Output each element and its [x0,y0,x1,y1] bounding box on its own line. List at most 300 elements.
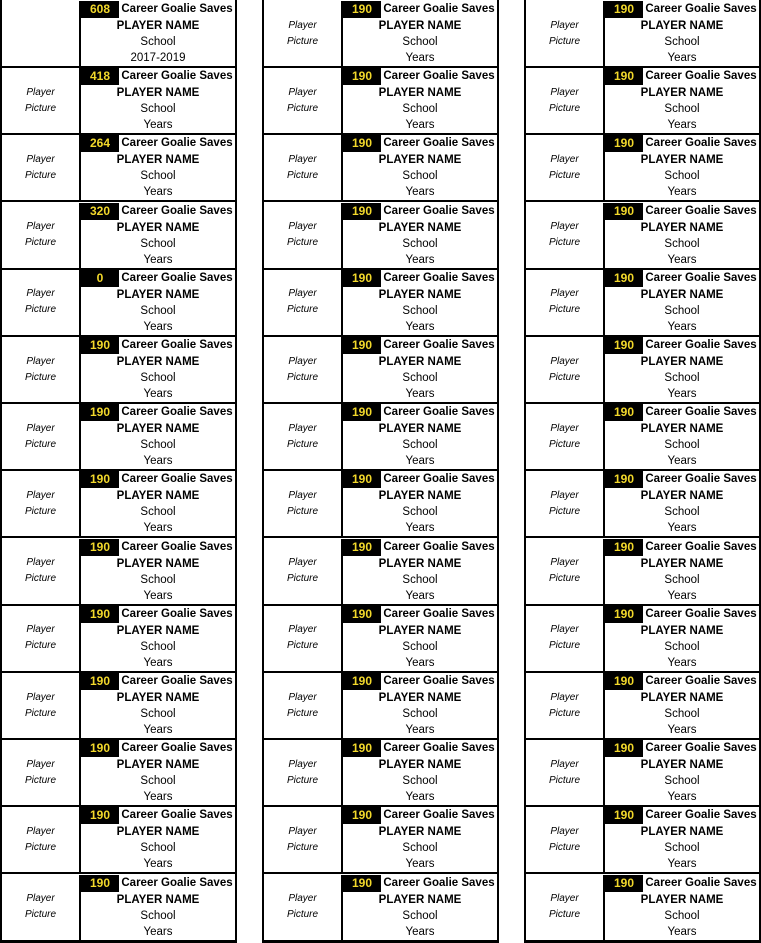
picture-label-line2: Picture [548,573,581,585]
player-info [605,740,759,805]
player-name: PLAYER NAME [640,20,724,32]
player-years: Years [143,858,173,871]
stat-row [605,740,759,757]
stat-row [605,539,759,556]
stat-row [81,740,235,757]
picture-label-line2: Picture [286,237,319,249]
player-info [605,337,759,402]
player-school: School [402,640,438,653]
picture-label-line2: Picture [24,102,57,114]
stat-row [605,606,759,623]
stat-value: 190 [81,875,119,892]
player-name: PLAYER NAME [378,692,462,704]
player-info [81,875,235,940]
player-school: School [664,170,700,183]
stat-row [343,471,497,488]
player-school: School [140,36,176,48]
player-name: PLAYER NAME [116,759,200,772]
picture-label-line1: Player [550,221,579,233]
picture-label-line1: Player [26,221,55,233]
player-info [81,270,235,335]
player-card [264,68,497,135]
stat-value: 190 [605,68,643,85]
player-school: School [140,573,176,586]
player-school: School [664,506,700,519]
picture-label-line2: Picture [24,505,57,517]
player-school: School [664,36,700,48]
player-name: PLAYER NAME [378,759,462,772]
stat-value: 190 [81,807,119,824]
player-card [526,539,759,606]
player-info [343,135,497,200]
picture-label-line1: Player [288,19,317,31]
player-name: PLAYER NAME [378,356,462,368]
player-picture-placeholder [526,135,605,200]
stat-value: 190 [605,1,643,18]
stat-value: 190 [605,606,643,623]
stat-label: Career Goalie Saves [645,204,757,217]
stat-row [81,875,235,892]
stat-value: 190 [343,203,381,220]
player-school: School [402,506,438,519]
player-school: School [402,304,438,317]
player-info [343,270,497,335]
player-picture-placeholder [526,539,605,604]
picture-label-line2: Picture [548,102,581,114]
stat-row [81,539,235,556]
stat-row [81,807,235,824]
player-name: PLAYER NAME [640,221,724,234]
stat-label: Career Goalie Saves [383,406,495,419]
stat-label: Career Goalie Saves [645,809,757,822]
player-years: Years [405,52,435,64]
player-name: PLAYER NAME [640,893,724,906]
player-years: Years [667,388,697,400]
stat-label: Career Goalie Saves [645,742,757,755]
player-name: PLAYER NAME [378,288,462,301]
player-info [343,1,497,66]
player-years: Years [143,253,173,266]
player-name: PLAYER NAME [116,624,200,637]
stat-label: Career Goalie Saves [121,271,233,284]
player-card [264,203,497,270]
stat-label: Career Goalie Saves [121,742,233,755]
player-card [264,807,497,874]
player-school: School [140,909,176,922]
picture-label-line2: Picture [286,35,319,47]
player-name: PLAYER NAME [116,826,200,839]
player-school: School [140,170,176,183]
player-picture-placeholder [526,1,605,66]
player-name: PLAYER NAME [378,423,462,436]
player-years: Years [667,589,697,602]
picture-label-line1: Player [550,422,579,434]
player-school: School [664,909,700,922]
stat-label: Career Goalie Saves [383,339,495,351]
player-school: School [664,842,700,855]
stat-value: 418 [81,68,119,85]
player-years: Years [667,119,697,132]
player-card [264,337,497,404]
stat-value: 190 [81,471,119,488]
stat-row [343,135,497,152]
player-years: Years [667,858,697,871]
stat-value: 190 [605,539,643,556]
picture-label-line1: Player [550,557,579,569]
player-name: PLAYER NAME [640,87,724,100]
player-years: Years [405,388,435,400]
stat-value: 190 [343,875,381,892]
player-school: School [140,506,176,519]
player-picture-placeholder [264,337,343,402]
picture-label-line2: Picture [24,237,57,249]
picture-label-line1: Player [26,489,55,501]
stat-value: 190 [343,606,381,623]
player-name: PLAYER NAME [640,154,724,167]
player-info [605,539,759,604]
player-years: Years [143,119,173,132]
picture-label-line2: Picture [24,707,57,719]
picture-label-line1: Player [26,422,55,434]
picture-label-line2: Picture [24,774,57,786]
stat-label: Career Goalie Saves [383,204,495,217]
stat-value: 264 [81,135,119,152]
player-picture-placeholder [2,337,81,402]
stat-row [605,270,759,287]
stat-row [605,1,759,18]
player-card [526,135,759,202]
stat-row [81,337,235,354]
picture-label-line2: Picture [548,304,581,316]
player-years: Years [143,589,173,602]
player-school: School [402,909,438,922]
player-picture-placeholder [264,270,343,335]
stat-value: 320 [81,203,119,220]
picture-label-line2: Picture [548,909,581,921]
picture-label-line2: Picture [24,640,57,652]
stat-value: 190 [81,404,119,421]
player-years: Years [405,724,435,736]
player-info [81,740,235,805]
stat-value: 190 [343,539,381,556]
picture-label-line2: Picture [548,707,581,719]
stat-value: 608 [81,1,119,18]
player-card [2,337,235,404]
player-info [81,1,235,66]
stat-value: 190 [605,404,643,421]
picture-label-line1: Player [550,825,579,837]
player-picture-placeholder [526,471,605,536]
player-school: School [664,708,700,720]
card-column-1 [0,0,237,943]
player-years: Years [143,791,173,804]
picture-label-line2: Picture [24,304,57,316]
player-years: Years [405,119,435,132]
stat-row [605,337,759,354]
stat-label: Career Goalie Saves [121,70,233,83]
player-picture-placeholder [2,807,81,872]
picture-label-line1: Player [550,893,579,905]
stat-label: Career Goalie Saves [121,809,233,822]
player-info [605,404,759,469]
player-school: School [664,640,700,653]
stat-label: Career Goalie Saves [121,137,233,150]
player-card [2,1,235,68]
player-years: 2017-2019 [130,52,186,64]
player-info [81,539,235,604]
player-card [264,471,497,538]
card-column-2 [262,0,499,943]
player-school: School [664,775,700,788]
stat-value: 190 [81,606,119,623]
picture-label-line1: Player [550,288,579,300]
stat-label: Career Goalie Saves [645,876,757,889]
player-years: Years [143,724,173,736]
player-picture-placeholder [264,875,343,940]
player-school: School [140,304,176,317]
stat-label: Career Goalie Saves [121,406,233,419]
player-name: PLAYER NAME [640,490,724,503]
player-info [343,807,497,872]
player-card [526,270,759,337]
player-info [343,68,497,133]
player-info [343,404,497,469]
player-years: Years [143,656,173,669]
card-column-3 [524,0,761,943]
player-picture-placeholder [264,807,343,872]
picture-label-line2: Picture [286,774,319,786]
picture-label-line1: Player [550,624,579,636]
picture-label-line1: Player [26,355,55,367]
player-picture-placeholder [526,337,605,402]
player-school: School [402,573,438,586]
player-picture-placeholder [264,606,343,671]
stat-label: Career Goalie Saves [383,70,495,83]
player-info [81,807,235,872]
stat-value: 190 [605,471,643,488]
picture-label-line2: Picture [548,371,581,383]
picture-label-line2: Picture [24,573,57,585]
player-info [605,471,759,536]
player-years: Years [405,858,435,871]
stat-row [343,875,497,892]
player-years: Years [405,320,435,333]
stat-label: Career Goalie Saves [121,675,233,687]
picture-label-line1: Player [550,758,579,770]
player-info [81,606,235,671]
player-school: School [402,237,438,250]
player-info [81,135,235,200]
player-years: Years [667,320,697,333]
player-card [2,135,235,202]
player-school: School [402,708,438,720]
player-info [605,203,759,268]
stat-value: 190 [605,270,643,287]
player-card [526,807,759,874]
stat-label: Career Goalie Saves [383,675,495,687]
player-school: School [402,36,438,48]
picture-label-line2: Picture [286,102,319,114]
picture-label-line1: Player [550,153,579,165]
player-picture-placeholder [264,135,343,200]
player-picture-placeholder [264,471,343,536]
stat-label: Career Goalie Saves [121,3,233,15]
stat-row [605,875,759,892]
stat-label: Career Goalie Saves [383,876,495,889]
stat-row [605,404,759,421]
player-picture-placeholder [526,203,605,268]
stat-value: 190 [605,337,643,354]
player-info [81,673,235,738]
player-years: Years [405,455,435,468]
player-years: Years [405,925,435,938]
player-card [526,337,759,404]
player-years: Years [667,656,697,669]
player-info [343,875,497,940]
player-years: Years [667,253,697,266]
player-name: PLAYER NAME [640,356,724,368]
stat-label: Career Goalie Saves [645,70,757,83]
player-card [2,807,235,874]
stat-label: Career Goalie Saves [383,607,495,620]
player-picture-placeholder [526,404,605,469]
player-name: PLAYER NAME [116,423,200,436]
player-card [2,539,235,606]
player-info [605,1,759,66]
stat-value: 190 [605,807,643,824]
stat-label: Career Goalie Saves [121,607,233,620]
player-years: Years [667,186,697,199]
stat-label: Career Goalie Saves [121,876,233,889]
stat-label: Career Goalie Saves [121,339,233,351]
player-info [81,337,235,402]
player-picture-placeholder [526,270,605,335]
player-name: PLAYER NAME [378,221,462,234]
player-school: School [140,708,176,720]
player-picture-placeholder [264,539,343,604]
player-name: PLAYER NAME [116,221,200,234]
player-picture-placeholder [2,68,81,133]
picture-label-line1: Player [26,691,55,703]
stat-value: 190 [81,539,119,556]
player-picture-placeholder [2,673,81,738]
player-info [343,337,497,402]
picture-label-line1: Player [288,624,317,636]
picture-label-line2: Picture [548,35,581,47]
player-card [264,539,497,606]
player-picture-placeholder [264,68,343,133]
picture-label-line2: Picture [286,169,319,181]
player-info [605,68,759,133]
stat-row [343,673,497,690]
player-picture-placeholder [2,404,81,469]
picture-label-line2: Picture [24,841,57,853]
player-picture-placeholder [526,807,605,872]
player-name: PLAYER NAME [640,826,724,839]
stat-row [343,203,497,220]
player-years: Years [143,186,173,199]
picture-label-line2: Picture [548,169,581,181]
player-name: PLAYER NAME [116,893,200,906]
player-card [2,471,235,538]
stat-row [81,1,235,18]
player-info [605,135,759,200]
player-card [264,404,497,471]
player-years: Years [405,791,435,804]
picture-label-line2: Picture [286,707,319,719]
player-info [605,270,759,335]
picture-label-line2: Picture [548,841,581,853]
stat-value: 0 [81,270,119,287]
player-picture-placeholder [264,740,343,805]
player-school: School [140,775,176,788]
player-picture-placeholder [264,673,343,738]
player-card [526,471,759,538]
player-card [2,875,235,942]
player-card [2,203,235,270]
player-school: School [140,237,176,250]
player-name: PLAYER NAME [116,154,200,167]
stat-row [81,203,235,220]
player-name: PLAYER NAME [116,87,200,100]
player-name: PLAYER NAME [378,20,462,32]
player-card [264,673,497,740]
stat-value: 190 [343,1,381,18]
player-picture-placeholder [526,68,605,133]
player-info [81,68,235,133]
player-picture-placeholder [2,539,81,604]
player-info [605,606,759,671]
picture-label-line2: Picture [286,304,319,316]
player-card [264,606,497,673]
picture-label-line1: Player [288,893,317,905]
stat-label: Career Goalie Saves [645,406,757,419]
player-name: PLAYER NAME [116,692,200,704]
stat-row [343,606,497,623]
player-years: Years [405,186,435,199]
player-school: School [402,439,438,452]
stat-value: 190 [605,135,643,152]
stat-label: Career Goalie Saves [383,3,495,15]
player-card [2,270,235,337]
picture-label-line1: Player [550,86,579,98]
picture-label-line1: Player [288,355,317,367]
player-name: PLAYER NAME [640,759,724,772]
stat-value: 190 [605,203,643,220]
picture-label-line2: Picture [548,438,581,450]
picture-label-line2: Picture [286,841,319,853]
stat-row [81,135,235,152]
player-card [264,270,497,337]
player-card [526,404,759,471]
player-card [2,606,235,673]
player-years: Years [405,522,435,535]
stat-value: 190 [81,740,119,757]
stat-value: 190 [343,807,381,824]
picture-label-line1: Player [26,86,55,98]
stat-row [605,68,759,85]
player-school: School [140,372,176,384]
player-card [526,203,759,270]
picture-label-line2: Picture [286,640,319,652]
player-school: School [664,304,700,317]
player-years: Years [405,253,435,266]
stat-label: Career Goalie Saves [645,540,757,553]
picture-label-line2: Picture [286,505,319,517]
stat-value: 190 [605,875,643,892]
player-info [343,606,497,671]
stat-row [343,740,497,757]
